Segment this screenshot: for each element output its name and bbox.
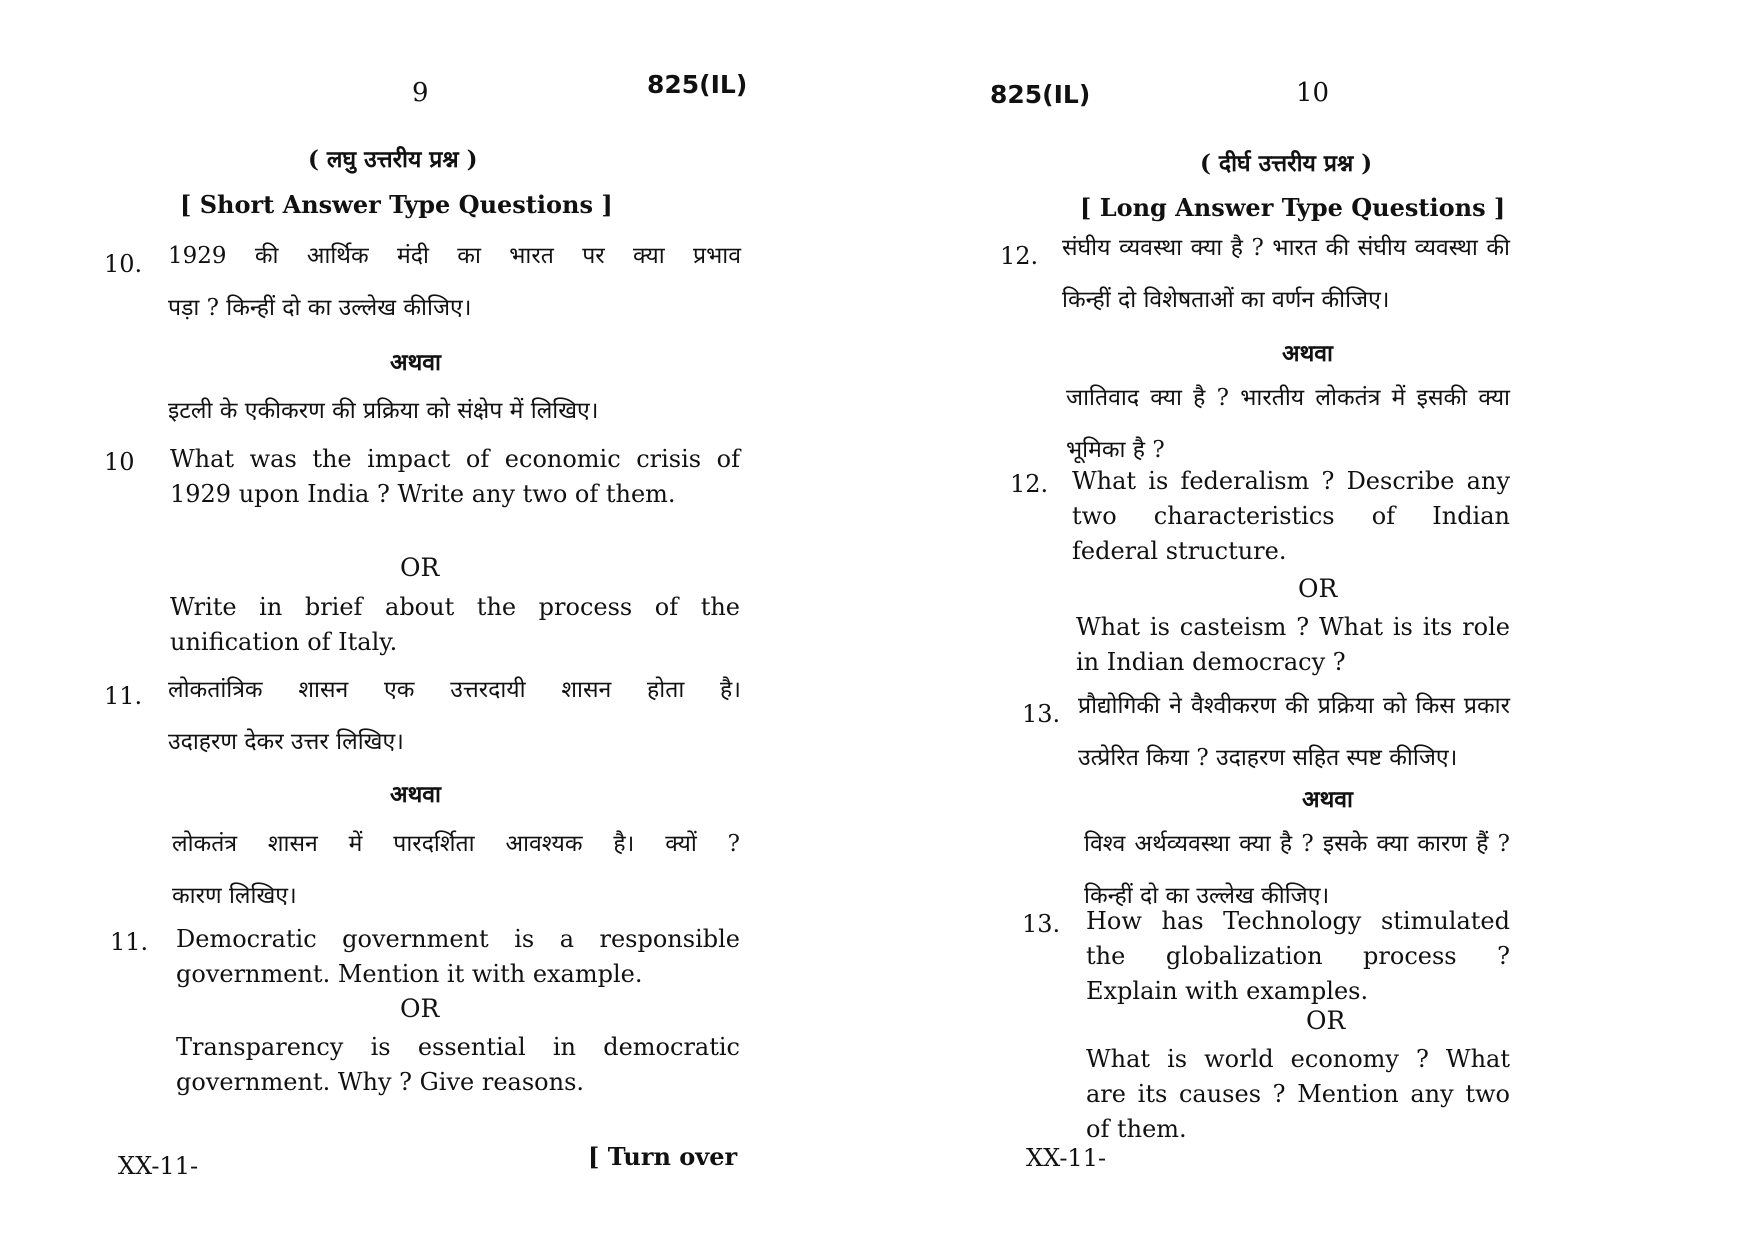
question-number: 10 xyxy=(104,448,135,476)
or-divider-hindi: अथवा xyxy=(390,349,442,376)
or-divider: OR xyxy=(1298,574,1338,603)
footer-code: XX-11- xyxy=(1026,1144,1107,1172)
question-line: संघीय व्यवस्था क्या है ? भारत की संघीय व्यवस्था की xyxy=(1062,235,1510,261)
question-text-hindi-alt: इटली के एकीकरण की प्रक्रिया को संक्षेप में लिखिए। xyxy=(168,398,599,424)
right-page xyxy=(870,0,1754,1241)
question-text-english: How has Technology stimulated the globalization process ? Explain with examples. xyxy=(1086,907,1510,1005)
question-text-hindi xyxy=(1062,222,1510,326)
question-text-hindi-alt xyxy=(1066,372,1510,476)
question-line: प्रौद्योगिकी ने वैश्वीकरण की प्रक्रिया को किस प्रकार xyxy=(1078,693,1510,719)
or-divider: OR xyxy=(400,994,440,1023)
or-divider-hindi: अथवा xyxy=(390,781,442,808)
question-line: जातिवाद क्या है ? भारतीय लोकतंत्र में इसकी क्या xyxy=(1066,385,1510,411)
question-line: किन्हीं दो का उल्लेख कीजिए। xyxy=(1084,883,1330,909)
turn-over-note: [ Turn over xyxy=(588,1142,738,1171)
section-heading-hindi: ( दीर्घ उत्तरीय प्रश्न ) xyxy=(1200,150,1373,177)
section-heading-hindi: ( लघु उत्तरीय प्रश्न ) xyxy=(308,146,478,173)
or-divider: OR xyxy=(400,553,440,582)
question-line: लोकतांत्रिक शासन एक उत्तरदायी शासन होता है। xyxy=(168,677,741,703)
question-line: पड़ा ? किन्हीं दो का उल्लेख कीजिए। xyxy=(168,295,472,321)
question-number: 10. xyxy=(104,250,143,278)
question-line: लोकतंत्र शासन में पारदर्शिता आवश्यक है। क्यों ? xyxy=(172,831,740,857)
question-text-english-alt: Write in brief about the process of the unification of Italy. xyxy=(170,593,740,656)
question-text-english-alt: Transparency is essential in democratic government. Why ? Give reasons. xyxy=(176,1033,740,1096)
left-page xyxy=(0,0,870,1241)
question-text-hindi xyxy=(1078,680,1510,784)
question-number: 13. xyxy=(1022,910,1061,938)
question-text-english: Democratic government is a responsible government. Mention it with example. xyxy=(176,925,740,988)
question-text-hindi-alt xyxy=(172,818,740,922)
paper-code: 825(IL) xyxy=(647,70,748,99)
page-number: 9 xyxy=(412,78,429,108)
or-divider: OR xyxy=(1306,1006,1346,1035)
question-line: 1929 की आर्थिक मंदी का भारत पर क्या प्रभाव xyxy=(168,243,741,269)
question-line: उत्प्रेरित किया ? उदाहरण सहित स्पष्ट कीजिए। xyxy=(1078,745,1458,771)
question-number: 12. xyxy=(1010,470,1049,498)
question-number: 11. xyxy=(104,682,143,710)
question-line: कारण लिखिए। xyxy=(172,883,297,909)
question-line: विश्व अर्थव्यवस्था क्या है ? इसके क्या कारण हैं ? xyxy=(1084,831,1510,857)
question-line: उदाहरण देकर उत्तर लिखिए। xyxy=(168,729,404,755)
question-text-english: What is federalism ? Describe any two characteristics of Indian federal structure. xyxy=(1072,467,1510,565)
question-text-hindi xyxy=(168,664,741,768)
question-line: भूमिका है ? xyxy=(1066,437,1165,463)
section-heading-english: [ Short Answer Type Questions ] xyxy=(180,190,613,219)
paper-code: 825(IL) xyxy=(990,80,1091,109)
question-text-english-alt: What is casteism ? What is its role in Indian democracy ? xyxy=(1076,613,1510,676)
question-number: 12. xyxy=(1000,242,1039,270)
or-divider-hindi: अथवा xyxy=(1302,786,1354,813)
page-number: 10 xyxy=(1296,78,1330,108)
or-divider-hindi: अथवा xyxy=(1282,340,1334,367)
question-number: 13. xyxy=(1022,700,1061,728)
question-number: 11. xyxy=(110,928,149,956)
question-text-hindi xyxy=(168,230,741,334)
question-line: किन्हीं दो विशेषताओं का वर्णन कीजिए। xyxy=(1062,287,1390,313)
question-text-english-alt: What is world economy ? What are its causes ? Mention any two of them. xyxy=(1086,1045,1510,1143)
question-text-english: What was the impact of economic crisis of 1929 upon India ? Write any two of them. xyxy=(170,445,740,508)
section-heading-english: [ Long Answer Type Questions ] xyxy=(1080,193,1506,222)
footer-code: XX-11- xyxy=(118,1152,199,1180)
